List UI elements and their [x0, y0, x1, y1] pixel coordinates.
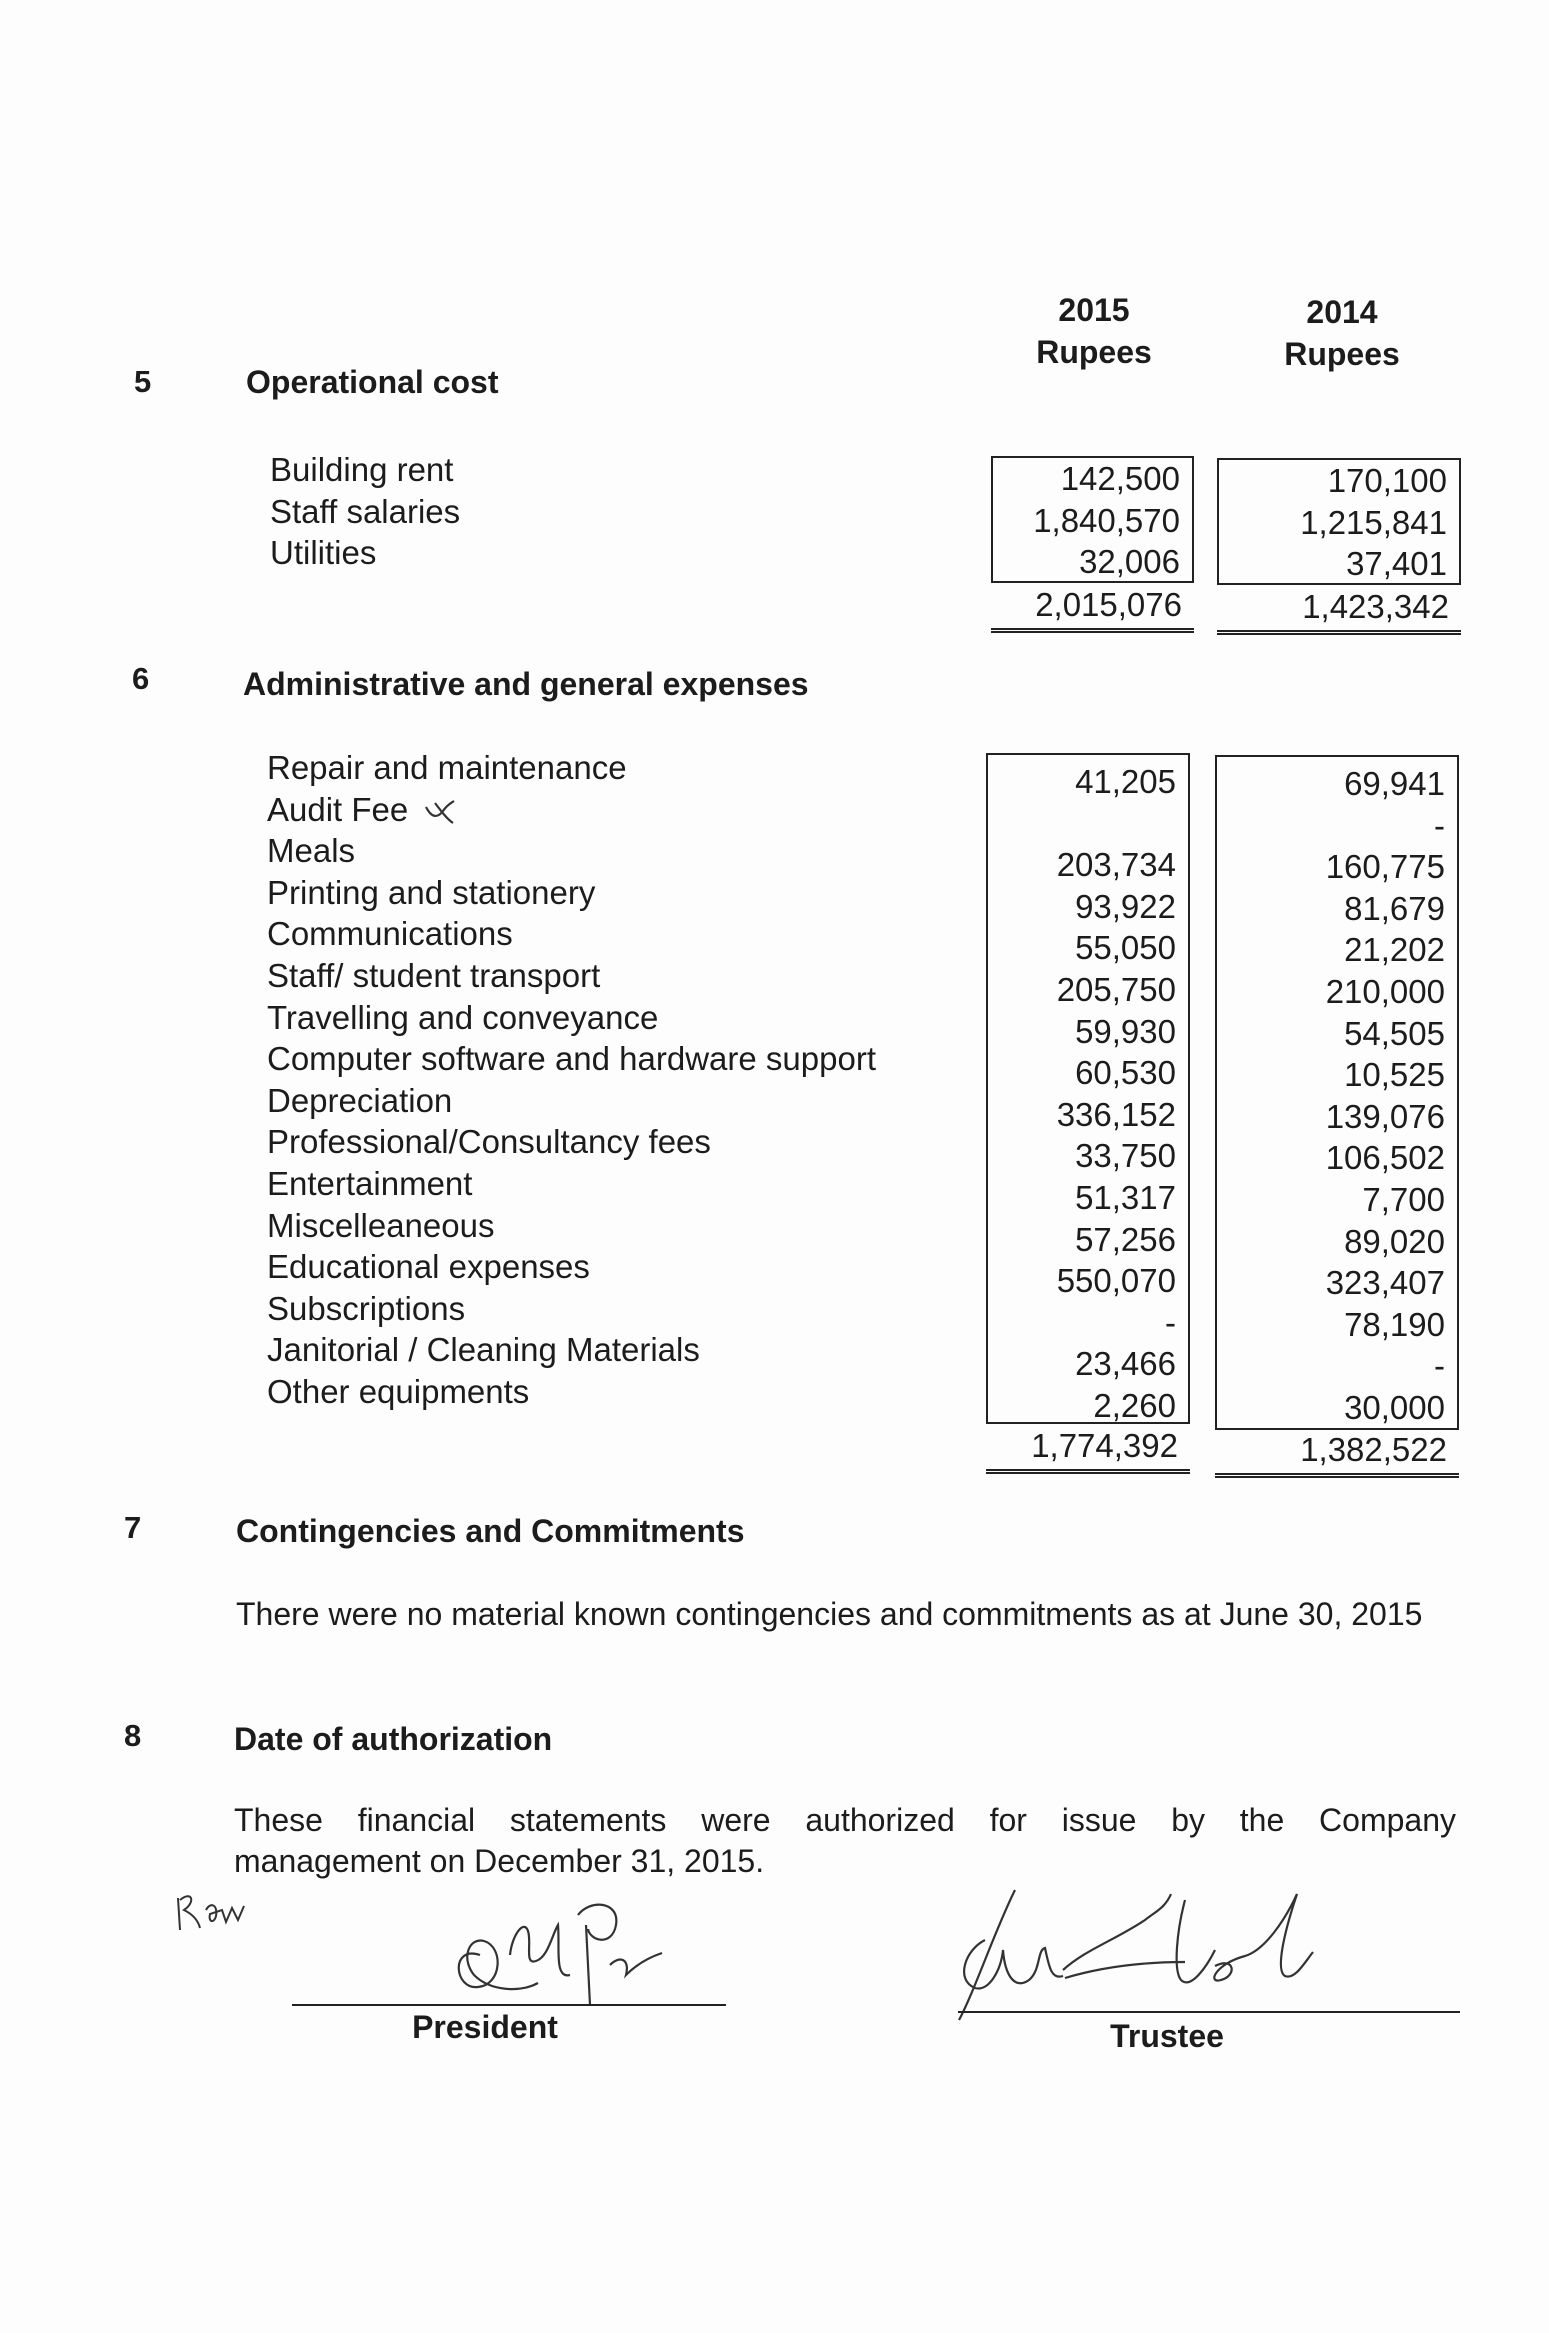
line-item-label: Computer software and hardware support [267, 1040, 876, 1078]
note-5-total-2014: 1,423,342 [1217, 585, 1461, 635]
value-2014: 69,941 [1344, 765, 1445, 802]
note-5-box-2014 [1217, 458, 1461, 585]
value-2015: 2,260 [1093, 1386, 1176, 1424]
value-2015: - [1165, 1303, 1176, 1341]
value-2015: 57,256 [1075, 1220, 1176, 1258]
column-header-2014 [1242, 291, 1442, 375]
note-7-number: 7 [124, 1510, 142, 1545]
trustee-signature [945, 1880, 1365, 2030]
line-item-label: Staff/ student transport [267, 956, 601, 994]
note-6-title: Administrative and general expenses [243, 666, 809, 702]
note-5-number: 5 [134, 364, 152, 399]
line-item-label: Depreciation [267, 1081, 453, 1119]
value-2015: 1,840,570 [1033, 501, 1180, 539]
note-8-number: 8 [124, 1718, 142, 1753]
president-signature [440, 1895, 680, 2010]
value-2014: 160,775 [1325, 848, 1445, 886]
currency-prior: Rupees [1284, 336, 1400, 372]
value-2014: 81,679 [1344, 889, 1445, 927]
line-item-label: Communications [267, 915, 513, 953]
value-2014: 106,502 [1325, 1139, 1445, 1177]
year-current: 2015 [1058, 292, 1130, 328]
value-2014: 78,190 [1344, 1305, 1445, 1343]
value-2015: 60,530 [1075, 1054, 1176, 1092]
currency-current: Rupees [1036, 334, 1152, 370]
value-2014: 323,407 [1325, 1264, 1445, 1302]
column-header-2015 [994, 289, 1194, 373]
value-2014: 10,525 [1344, 1056, 1445, 1094]
note-8-text-line1: These financial statements were authorized for issue by the Company [234, 1802, 1456, 1838]
value-2014: - [1434, 806, 1445, 844]
president-label: President [412, 2009, 558, 2045]
value-2015: 32,006 [1079, 543, 1180, 581]
line-item-label: Professional/Consultancy fees [267, 1123, 711, 1161]
value-2015: 142,500 [1060, 460, 1180, 497]
line-item-label: Printing and stationery [267, 873, 596, 911]
value-2014: - [1434, 1347, 1445, 1385]
year-prior: 2014 [1306, 294, 1378, 330]
note-7-text: There were no material known contingencies and commitments as at June 30, 2015 [236, 1596, 1423, 1632]
value-2015: 59,930 [1075, 1012, 1176, 1050]
line-item-label: Audit Fee [267, 790, 409, 828]
president-signature-line [292, 2004, 726, 2006]
handwritten-initials [170, 1880, 290, 1940]
value-2014: 170,100 [1327, 462, 1447, 499]
line-item-label: Repair and maintenance [267, 749, 627, 786]
note-5-box-2015 [991, 456, 1194, 583]
value-2015: 23,466 [1075, 1345, 1176, 1383]
value-2014: 37,401 [1346, 545, 1447, 583]
note-6-box-2014 [1215, 755, 1459, 1430]
note-6-box-2015 [986, 753, 1190, 1424]
value-2015: 205,750 [1056, 970, 1176, 1008]
line-item-label: Building rent [270, 451, 454, 488]
value-2014: 1,215,841 [1300, 503, 1447, 541]
line-item-label: Meals [267, 832, 356, 870]
value-2014: 210,000 [1325, 972, 1445, 1010]
audit-fee-row [267, 789, 876, 831]
note-6-number: 6 [132, 661, 150, 696]
value-2014: 30,000 [1344, 1388, 1445, 1426]
handwritten-mark-icon [423, 797, 457, 827]
value-2015: 51,317 [1075, 1178, 1176, 1216]
note-6-labels [267, 747, 876, 1413]
note-7-title: Contingencies and Commitments [236, 1513, 745, 1549]
value-2015: 93,922 [1075, 887, 1176, 925]
note-5-title: Operational cost [246, 364, 499, 400]
note-5-labels [270, 449, 460, 574]
value-2014: 54,505 [1344, 1014, 1445, 1052]
note-8-title: Date of authorization [234, 1721, 553, 1757]
value-2014: 21,202 [1344, 931, 1445, 969]
trustee-signature-line [958, 2011, 1460, 2013]
line-item-label: Travelling and conveyance [267, 998, 659, 1036]
value-2015: 41,205 [1075, 763, 1176, 800]
value-2014: 89,020 [1344, 1222, 1445, 1260]
line-item-label: Entertainment [267, 1164, 473, 1202]
line-item-label: Utilities [270, 534, 377, 572]
value-2014: 139,076 [1325, 1097, 1445, 1135]
trustee-label: Trustee [1110, 2018, 1224, 2054]
line-item-label: Miscelleaneous [267, 1206, 495, 1244]
value-2014: 7,700 [1362, 1180, 1445, 1218]
line-item-label: Janitorial / Cleaning Materials [267, 1331, 700, 1369]
line-item-label: Staff salaries [270, 492, 461, 530]
note-6-total-2015: 1,774,392 [986, 1424, 1190, 1474]
value-2015: 33,750 [1075, 1137, 1176, 1175]
line-item-label: Educational expenses [267, 1248, 590, 1286]
note-8-text-line2: management on December 31, 2015. [234, 1843, 765, 1879]
value-2015 [988, 803, 1188, 845]
note-5-total-2015: 2,015,076 [991, 583, 1194, 633]
value-2015: 336,152 [1056, 1095, 1176, 1133]
value-2015: 203,734 [1056, 846, 1176, 884]
line-item-label: Subscriptions [267, 1289, 466, 1327]
note-6-total-2014: 1,382,522 [1215, 1428, 1459, 1478]
value-2015: 550,070 [1056, 1262, 1176, 1300]
value-2015: 55,050 [1075, 929, 1176, 967]
line-item-label: Other equipments [267, 1372, 530, 1410]
